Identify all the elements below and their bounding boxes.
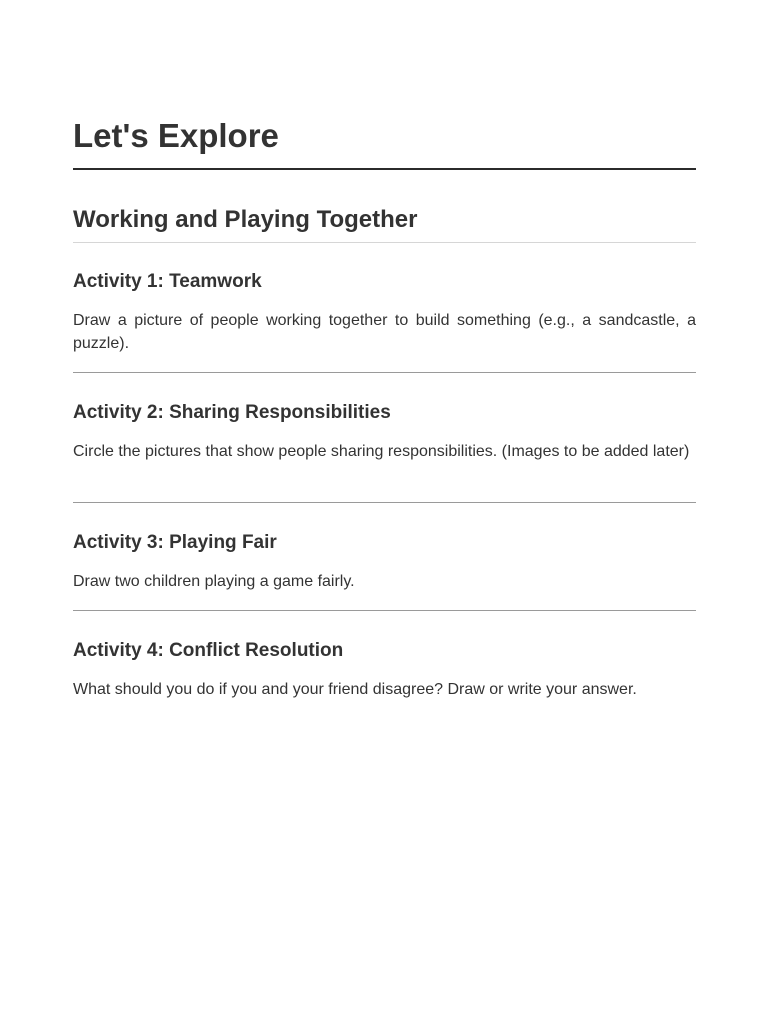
activity-conflict-resolution (73, 638, 696, 701)
section-title: Working and Playing Together (73, 206, 418, 233)
activity-heading: Activity 2: Sharing Responsibilities (73, 402, 391, 423)
activity-instructions: What should you do if you and your friend disagree? Draw or write your answer. (73, 681, 637, 698)
activity-heading: Activity 4: Conflict Resolution (73, 640, 344, 661)
activity-instructions: Draw two children playing a game fairly. (73, 573, 355, 590)
page-title: Let's Explore (73, 117, 279, 154)
activity-divider (73, 610, 696, 611)
activity-playing-fair (73, 530, 696, 593)
activity-sharing-responsibilities (73, 400, 696, 463)
activity-divider (73, 502, 696, 503)
activity-instructions: Draw a picture of people working together to build something (e.g., a sandcastle, a puzzle). (73, 312, 696, 352)
activity-heading: Activity 3: Playing Fair (73, 532, 277, 553)
activity-heading: Activity 1: Teamwork (73, 271, 262, 292)
activity-instructions: Circle the pictures that show people sharing responsibilities. (Images to be added later) (73, 443, 690, 460)
activity-teamwork (73, 269, 696, 355)
title-divider (73, 168, 696, 170)
activity-divider (73, 372, 696, 373)
section-divider (73, 242, 696, 243)
